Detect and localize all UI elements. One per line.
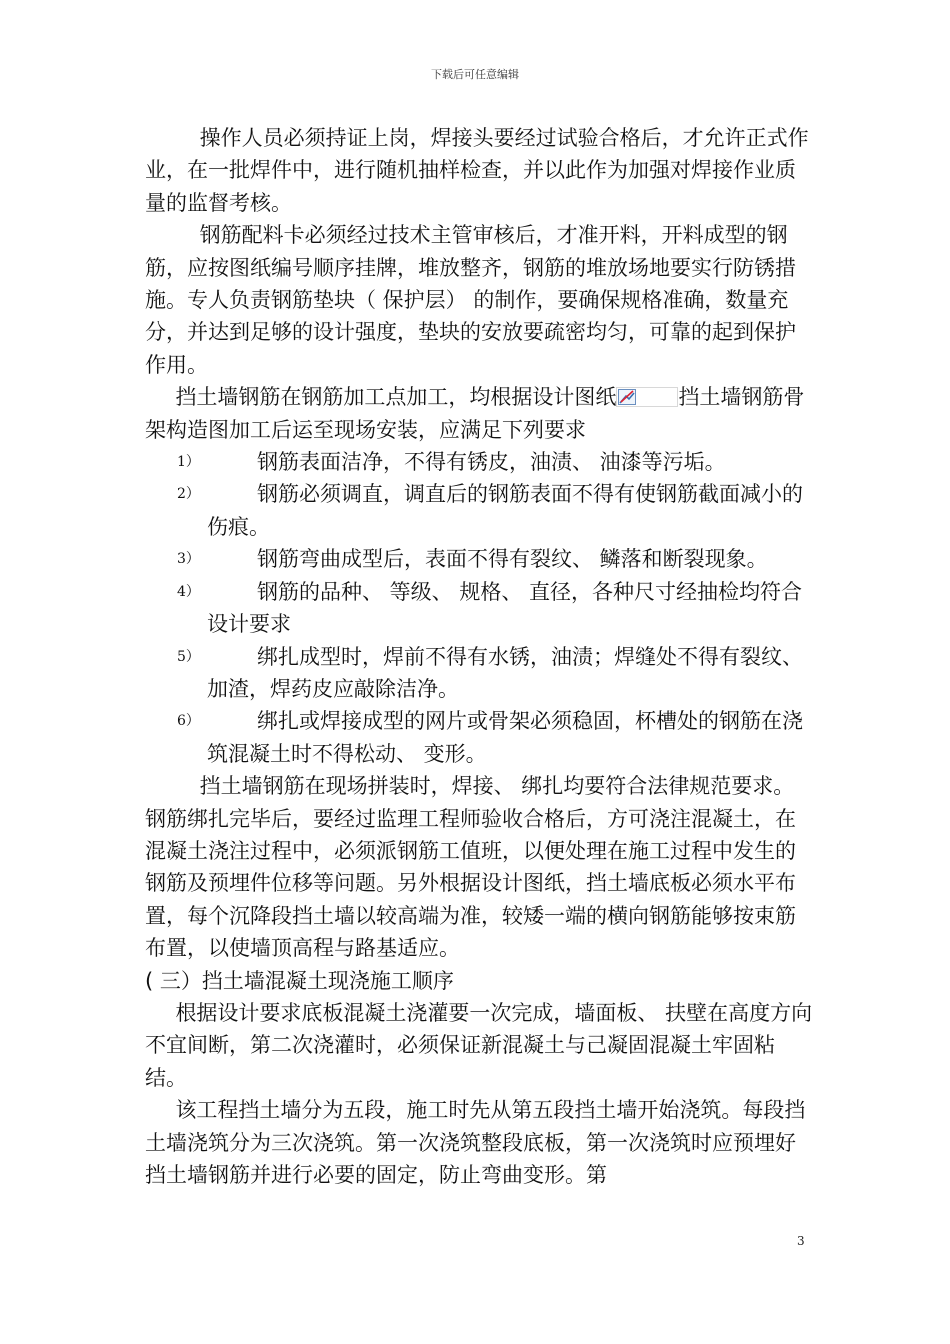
requirements-list [145,446,813,770]
section-heading: ( 三）挡土墙混凝土现浇施工顺序 [145,968,454,993]
broken-image-icon [616,387,678,407]
paragraph-rebar-batching: 钢筋配料卡必须经过技术主管审核后，才准开料，开料成型的钢筋，应按图纸编号顺序挂牌，堆放整齐，钢筋的堆放场地要实行防锈措施。专人负责钢筋垫块（ 保护层） 的制作，要确保规格准确，数量充分，并达到足够的设计强度，垫块的安放要疏密均匀，可靠的起到保护作用。 [145,223,796,377]
list-item-text: 钢筋必须调直，调直后的钢筋表面不得有使钢筋截面减小的伤痕。 [207,482,803,539]
list-item-text: 钢筋弯曲成型后，表面不得有裂纹、 鳞落和断裂现象。 [257,547,768,572]
list-item-number: 4） [177,583,200,600]
paragraph-concrete-pouring: 根据设计要求底板混凝土浇灌要一次完成，墙面板、 扶壁在高度方向不宜间断，第二次浇灌时，必须保证新混凝土与己凝固混凝土牢固粘结。 [145,1000,813,1090]
list-item [145,576,813,641]
paragraph-rebar-processing [145,381,813,446]
paragraph-rebar-processing-end: 挡土墙钢筋骨架构造图加工后运至现场安装，应满足下列要求 [145,385,805,442]
list-item-number: 1） [177,454,200,471]
list-item-text: 钢筋表面洁净，不得有锈皮，油渍、 油漆等污垢。 [257,450,726,475]
list-item-text: 绑扎或焊接成型的网片或骨架必须稳固，杯槽处的钢筋在浇筑混凝土时不得松动、 变形。 [207,709,803,766]
paragraph-welding-qualification: 操作人员必须持证上岗，焊接头要经过试验合格后，才允许正式作业，在一批焊件中，进行随机抽样检查，并以此作为加强对焊接作业质量的监督考核。 [145,126,809,215]
paragraph-site-assembly: 挡土墙钢筋在现场拼装时，焊接、 绑扎均要符合法律规范要求。钢筋绑扎完毕后，要经过监理工程师验收合格后，方可浇注混凝土，在混凝土浇注过程中，必须派钢筋工值班，以便处理在施工过程中发生的钢筋及预埋件位移等问题。另外根据设计图纸，挡土墙底板必须水平布置，每个沉降段挡土墙以较高端为准，较矮一端的横向钢筋能够按束筋布置，以使墙顶高程与路基适应。 [145,774,796,961]
list-item-number: 5） [177,648,200,665]
list-item [145,705,813,770]
list-item [145,478,813,543]
paragraph-pouring-sequence: 该工程挡土墙分为五段，施工时先从第五段挡土墙开始浇筑。每段挡土墙浇筑分为三次浇筑。第一次浇筑整段底板，第一次浇筑时应预埋好挡土墙钢筋并进行必要的固定，防止弯曲变形。第 [145,1098,806,1187]
list-item [145,543,813,575]
paragraph-rebar-processing-start: 挡土墙钢筋在钢筋加工点加工，均根据设计图纸 [175,385,617,410]
list-item-number: 6） [177,713,200,730]
list-item [145,641,813,706]
list-item-text: 绑扎成型时，焊前不得有水锈，油渍；焊缝处不得有裂纹、 加渣，焊药皮应敲除洁净。 [207,644,803,701]
list-item-text: 钢筋的品种、 等级、 规格、 直径，各种尺寸经抽检均符合设计要求 [207,579,803,637]
page-number: 3 [797,1234,805,1248]
list-item [145,446,813,478]
list-item-number: 2） [177,486,200,503]
list-item-number: 3） [177,551,200,568]
document-body [145,122,813,1191]
page-header: 下载后可任意编辑 [431,68,519,81]
